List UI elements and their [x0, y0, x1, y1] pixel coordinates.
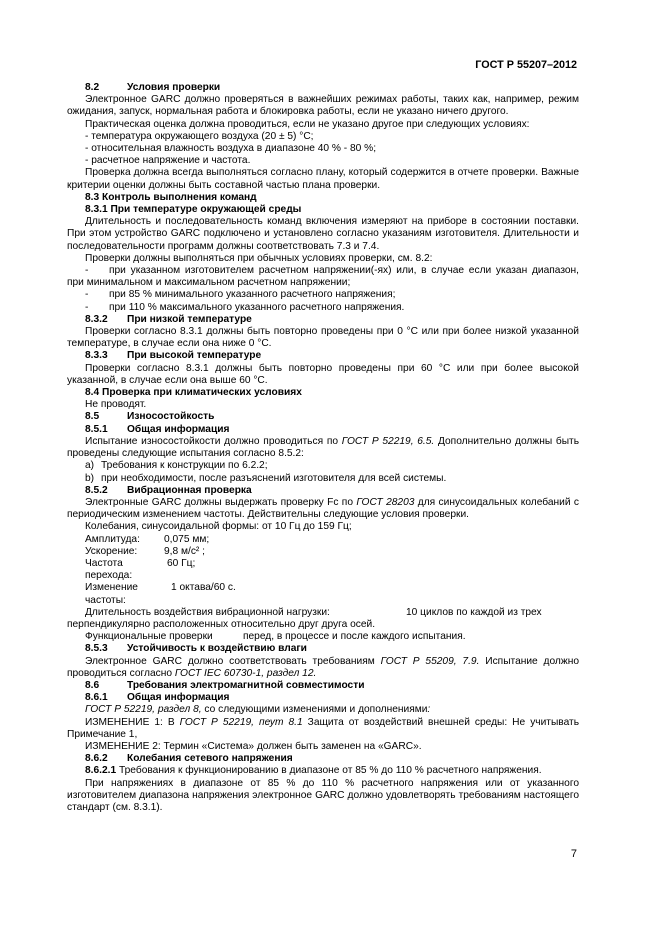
- paragraph: Электронные GARC должны выдержать проверку Fc по ГОСТ 28203 для синусоидальных колебаний с периодическим изменением частоты. Действительны следующие условия проверки.: [67, 496, 579, 521]
- paragraph: Испытание износостойкости должно проводиться по ГОСТ Р 52219, 6.5. Дополнительно должны быть проведены следующие испытания согласно 8.5.2:: [67, 435, 580, 460]
- vibration-parameter: Ускорение: 9,8 м/с² ;: [85, 545, 205, 557]
- paragraph: Проверки согласно 8.3.1 должны быть повторно проведены при 0 °С или при более низкой указанной температуре, в случае если она ниже 0 °С.: [67, 326, 579, 350]
- section-heading-8-3-1: 8.3.1 При температуре окружающей среды: [85, 204, 302, 216]
- page-number: 7: [570, 848, 577, 860]
- condition-item: - относительная влажность воздуха в диапазоне 40 % - 80 %;: [85, 143, 377, 155]
- vibration-parameter: Амплитуда: 0,075 мм;: [85, 533, 210, 545]
- vibration-duration: Длительность воздействия вибрационной нагрузки: 10 циклов по каждой из трех: [85, 606, 542, 618]
- paragraph: Проверка должна всегда выполняться согласно плану, который содержится в отчете проверки. Важные критерии оценки должны быть составной частью плана проверки.: [67, 167, 579, 191]
- paragraph: Электронное GARC должно проверяться в важнейших режимах работы, таких как, например, режим ожидания, запуск, нормальная работа и блокировка работы, если не указано ничего другого.: [67, 94, 579, 118]
- dash-item: - при указанном изготовителем расчетном напряжении(-ях) или, в случае если указан диапазон, при минимальном и максимальном расчетном напряжении;: [67, 265, 579, 289]
- paragraph: При напряжениях в диапазоне от 85 % до 110 % расчетного напряжения или от указанного изготовителем диапазона напряжения электронное GARC должно удовлетворять требованиям настоящего стандарт (см. 8.3.1).: [67, 777, 579, 813]
- paragraph: ИЗМЕНЕНИЕ 2: Термин «Система» должен быть заменен на «GARC».: [85, 740, 422, 752]
- section-heading-8-6-1: 8.6.1 Общая информация: [85, 692, 230, 704]
- standard-reference: ГОСТ Р 52219, 6.5.: [341, 435, 435, 447]
- paragraph: Практическая оценка должна проводиться, если не указано другое при следующих условиях:: [85, 118, 530, 130]
- document-header: ГОСТ Р 55207–2012: [475, 59, 577, 71]
- section-heading-8-3-2: 8.3.2 При низкой температуре: [85, 313, 252, 325]
- paragraph: перпендикулярно расположенных относительно друг друга осей.: [67, 618, 376, 630]
- paragraph: 8.6.2.1 Требования к функционированию в диапазоне от 85 % до 110 % расчетного напряжения.: [85, 765, 542, 777]
- condition-item: - расчетное напряжение и частота.: [85, 155, 251, 167]
- list-item-a: a) Требования к конструкции по 6.2.2;: [85, 460, 268, 472]
- dash-item: - при 85 % минимального указанного расчетного напряжения;: [85, 289, 396, 301]
- section-heading-8-5-1: 8.5.1 Общая информация: [85, 423, 230, 435]
- section-heading-8-5-2: 8.5.2 Вибрационная проверка: [85, 484, 252, 496]
- paragraph: Электронное GARC должно соответствовать требованиям ГОСТ Р 55209, 7.9. Испытание должно проводиться согласно ГОСТ IEC 60730-1, раздел 12.: [67, 655, 579, 679]
- paragraph: ГОСТ Р 52219, раздел 8, со следующими изменениями и дополнениями:: [85, 704, 431, 716]
- vibration-parameter: Колебания, синусоидальной формы: от 10 Гц до 159 Гц;: [85, 521, 352, 533]
- section-heading-8-4: 8.4 Проверка при климатических условиях: [85, 387, 302, 399]
- paragraph: Проверки должны выполняться при обычных условиях проверки, см. 8.2:: [85, 252, 433, 264]
- standard-reference: ГОСТ 28203: [356, 496, 415, 508]
- paragraph: Длительность и последовательность команд включения измеряют на приборе в состоянии поставки. При этом устройство GARC подключено и установлено согласно указаниям изготовителя. Длительности и последовательности программ должны соответствовать 7.3 и 7.4.: [67, 216, 579, 252]
- paragraph: ИЗМЕНЕНИЕ 1: В ГОСТ Р 52219, пеут 8.1 Защита от воздействий внешней среды: Не учитывать Примечание 1,: [67, 716, 579, 740]
- list-item-b: b) при необходимости, после разъяснений изготовителя для всей системы.: [85, 472, 447, 484]
- section-heading-8-6: 8.6 Требования электромагнитной совместимости: [85, 679, 365, 691]
- section-heading-8-5: 8.5 Износостойкость: [85, 411, 215, 423]
- functional-checks: Функциональные проверки перед, в процессе и после каждого испытания.: [85, 631, 466, 643]
- standard-reference: ГОСТ IEC 60730-1, раздел 12.: [174, 667, 317, 679]
- section-heading-8-5-3: 8.5.3 Устойчивость к воздействию влаги: [85, 643, 307, 655]
- section-heading-8-3-3: 8.3.3 При высокой температуре: [85, 350, 262, 362]
- standard-reference: ГОСТ Р 52219, пеут 8.1: [179, 716, 303, 728]
- vibration-parameter: Частота перехода: 60 Гц;: [85, 557, 196, 582]
- paragraph: Проверки согласно 8.3.1 должны быть повторно проведены при 60 °С или при более высокой указанной, в случае если она выше 60 °С.: [67, 362, 579, 386]
- section-heading-8-6-2: 8.6.2 Колебания сетевого напряжения: [85, 753, 293, 765]
- standard-reference: ГОСТ Р 55209, 7.9.: [380, 655, 480, 667]
- dash-item: - при 110 % максимального указанного расчетного напряжения.: [85, 301, 405, 313]
- paragraph: Не проводят.: [85, 399, 147, 411]
- section-heading-8-3: 8.3 Контроль выполнения команд: [85, 191, 257, 203]
- document-body: [67, 82, 579, 814]
- vibration-parameter: Изменение частоты: 1 октава/60 с.: [85, 582, 236, 606]
- section-heading-8-2: 8.2 Условия проверки: [85, 82, 221, 93]
- standard-reference: ГОСТ Р 52219, раздел 8,: [85, 704, 202, 716]
- condition-item: - температура окружающего воздуха (20 ± 5) °С;: [85, 130, 314, 142]
